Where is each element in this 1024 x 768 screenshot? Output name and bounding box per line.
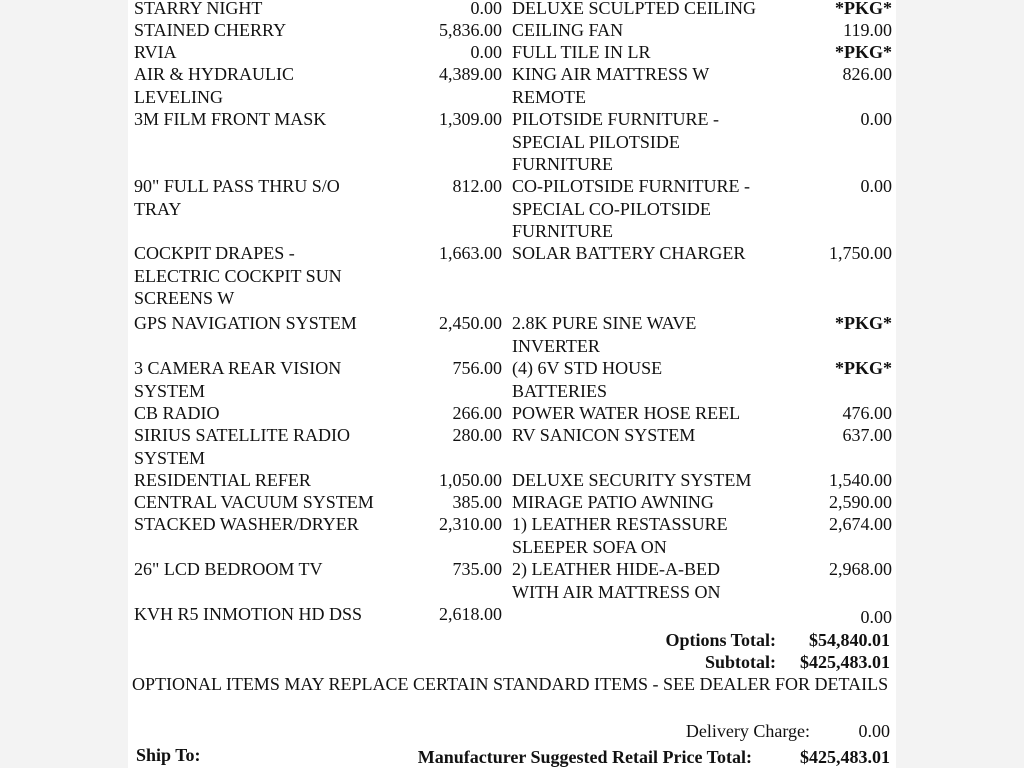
right-item: RV SANICON SYSTEM [512, 425, 696, 445]
left-price: 4,389.00 [439, 64, 502, 84]
right-item: SOLAR BATTERY CHARGER [512, 243, 746, 263]
right-price: 826.00 [842, 64, 892, 84]
table-row [128, 603, 896, 625]
left-price: 756.00 [452, 358, 502, 378]
right-price: *PKG* [835, 358, 892, 378]
options-total-value: $54,840.01 [809, 630, 890, 650]
left-item: 3M FILM FRONT MASK [134, 109, 327, 129]
left-item: 26" LCD BEDROOM TV [134, 559, 323, 579]
options-total-label: Options Total: [665, 630, 776, 650]
table-row [128, 558, 896, 603]
left-item: COCKPIT DRAPES - ELECTRIC COCKPIT SUN SCREENS W [134, 243, 342, 308]
left-price: 266.00 [452, 403, 502, 423]
right-item: KING AIR MATTRESS W REMOTE [512, 64, 709, 107]
right-item: (4) 6V STD HOUSE BATTERIES [512, 358, 663, 401]
right-price: 119.00 [843, 20, 892, 40]
delivery-charge-label: Delivery Charge: [685, 721, 810, 741]
left-price: 5,836.00 [439, 20, 502, 40]
table-row [128, 108, 896, 175]
left-item: RVIA [134, 42, 177, 62]
left-item: KVH R5 INMOTION HD DSS [134, 604, 363, 624]
left-price: 2,450.00 [439, 313, 502, 333]
table-row [128, 402, 896, 424]
left-item: SIRIUS SATELLITE RADIO SYSTEM [134, 425, 350, 468]
right-item: 2) LEATHER HIDE-A-BED WITH AIR MATTRESS ON [512, 559, 721, 602]
table-row [128, 469, 896, 491]
left-price: 1,663.00 [439, 243, 502, 263]
left-item: 3 CAMERA REAR VISION SYSTEM [134, 358, 342, 401]
options-table [128, 0, 896, 625]
left-item: STAINED CHERRY [134, 20, 287, 40]
table-row [128, 63, 896, 108]
delivery-charge-value: 0.00 [858, 721, 890, 741]
right-item: DELUXE SECURITY SYSTEM [512, 470, 752, 490]
table-row [128, 19, 896, 41]
right-item: 2.8K PURE SINE WAVE INVERTER [512, 313, 697, 356]
left-item: GPS NAVIGATION SYSTEM [134, 313, 357, 333]
right-price: 0.00 [860, 607, 892, 627]
right-item: DELUXE SCULPTED CEILING [512, 0, 756, 18]
right-price: 2,590.00 [829, 492, 892, 512]
price-sheet [128, 0, 896, 768]
right-item: 1) LEATHER RESTASSURE SLEEPER SOFA ON [512, 514, 728, 557]
ship-to-label: Ship To: [136, 745, 201, 765]
optional-items-note: OPTIONAL ITEMS MAY REPLACE CERTAIN STANDARD ITEMS - SEE DEALER FOR DETAILS [132, 674, 889, 694]
table-row [128, 424, 896, 469]
right-price: 476.00 [842, 403, 892, 423]
right-item: FULL TILE IN LR [512, 42, 651, 62]
left-price: 2,310.00 [439, 514, 502, 534]
table-row [128, 0, 896, 19]
right-price: *PKG* [835, 313, 892, 333]
msrp-total-value: $425,483.01 [800, 747, 890, 767]
right-price: *PKG* [835, 0, 892, 18]
right-item: POWER WATER HOSE REEL [512, 403, 741, 423]
left-price: 1,309.00 [439, 109, 502, 129]
left-price: 385.00 [452, 492, 502, 512]
left-item: AIR & HYDRAULIC LEVELING [134, 64, 294, 107]
left-item: CB RADIO [134, 403, 220, 423]
right-item: CO-PILOTSIDE FURNITURE - SPECIAL CO-PILOTSIDE FURNITURE [512, 176, 750, 241]
right-price: 2,968.00 [829, 559, 892, 579]
subtotal-label: Subtotal: [704, 652, 776, 672]
table-row [128, 513, 896, 558]
right-price: 1,540.00 [829, 470, 892, 490]
right-item: PILOTSIDE FURNITURE - SPECIAL PILOTSIDE FURNITURE [512, 109, 719, 174]
subtotal-value: $425,483.01 [800, 652, 890, 672]
table-row [128, 175, 896, 242]
table-row [128, 357, 896, 402]
table-row [128, 242, 896, 309]
right-price: *PKG* [835, 42, 892, 62]
left-item: STACKED WASHER/DRYER [134, 514, 359, 534]
left-price: 2,618.00 [439, 604, 502, 624]
right-price: 1,750.00 [829, 243, 892, 263]
right-price: 2,674.00 [829, 514, 892, 534]
left-price: 812.00 [452, 176, 502, 196]
left-item: RESIDENTIAL REFER [134, 470, 311, 490]
left-item: 90" FULL PASS THRU S/O TRAY [134, 176, 340, 219]
left-price: 0.00 [470, 42, 502, 62]
table-row [128, 41, 896, 63]
table-row [128, 312, 896, 357]
left-price: 0.00 [470, 0, 502, 18]
left-item: STARRY NIGHT [134, 0, 263, 18]
table-row [128, 491, 896, 513]
right-price: 0.00 [860, 109, 892, 129]
left-item: CENTRAL VACUUM SYSTEM [134, 492, 374, 512]
right-price: 637.00 [842, 425, 892, 445]
left-price: 735.00 [452, 559, 502, 579]
right-item: MIRAGE PATIO AWNING [512, 492, 714, 512]
right-price: 0.00 [860, 176, 892, 196]
left-price: 1,050.00 [439, 470, 502, 490]
right-item: CEILING FAN [512, 20, 624, 40]
msrp-total-label: Manufacturer Suggested Retail Price Total: [417, 747, 752, 767]
left-price: 280.00 [452, 425, 502, 445]
